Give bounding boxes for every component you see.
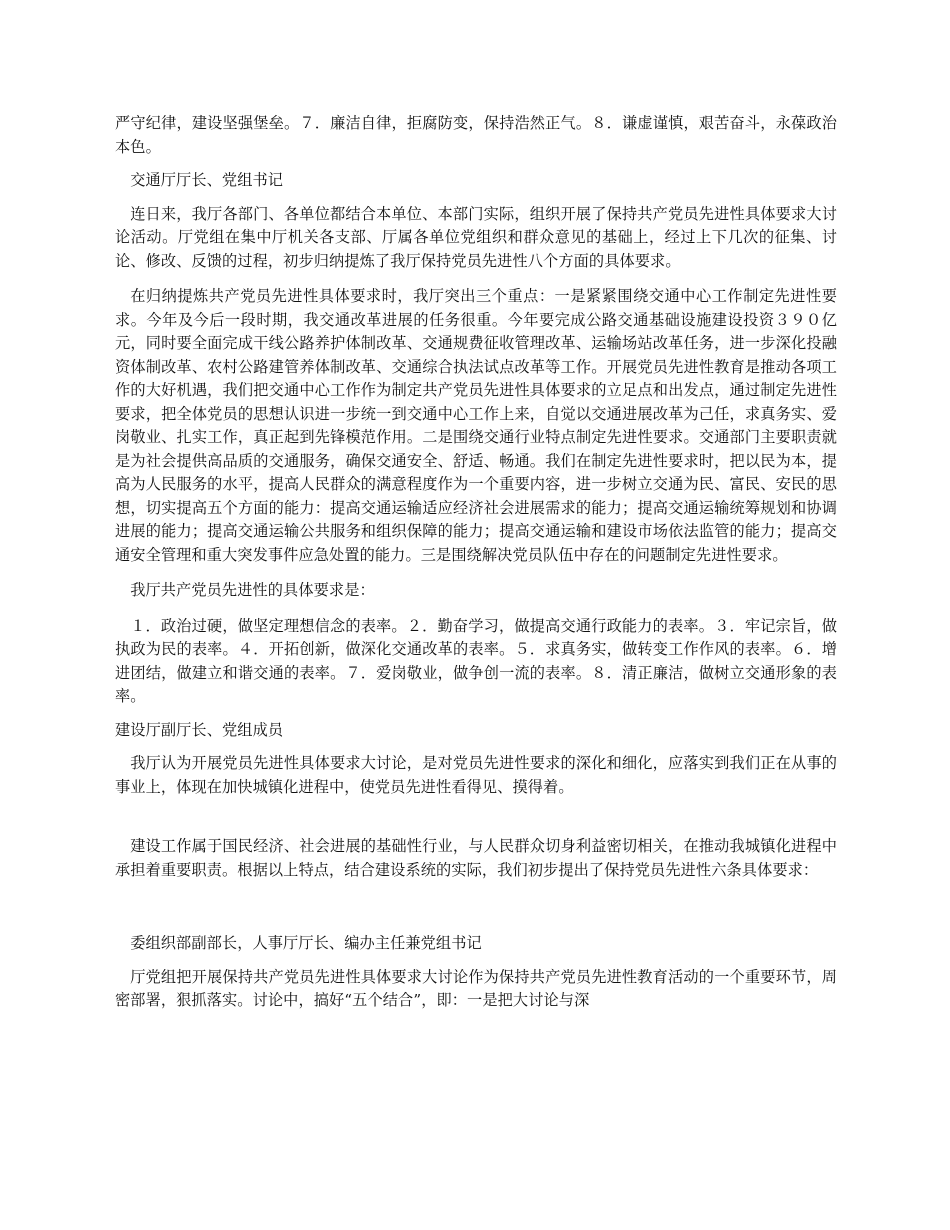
section-heading-transport: 交通厅厅长、党组书记	[130, 171, 284, 189]
paragraph-transport-requirements-lead: 我厅共产党员先进性的具体要求是：	[130, 581, 375, 599]
paragraph-organization-intro: 厅党组把开展保持共产党员先进性具体要求大讨论作为保持共产党员先进性教育活动的一个重要环节，周密部署，狠抓落实。讨论中，搞好“五个结合”，即：一是把大讨论与深	[115, 967, 837, 1009]
paragraph-construction-intro: 我厅认为开展党员先进性具体要求大讨论，是对党员先进性要求的深化和细化，应落实到我们正在从事的事业上，体现在加快城镇化进程中，使党员先进性看得见、摸得着。	[115, 754, 837, 796]
document-body	[115, 112, 837, 1013]
section-heading-organization: 委组织部副部长，人事厅厅长、编办主任兼党组书记	[130, 934, 482, 952]
section-heading-construction: 建设厅副厅长、党组成员	[115, 720, 284, 739]
paragraph-construction-detail: 建设工作属于国民经济、社会进展的基础性行业，与人民群众切身利益密切相关，在推动我城镇化进程中承担着重要职责。根据以上特点，结合建设系统的实际，我们初步提出了保持党员先进性六条具体要求：	[115, 837, 837, 879]
paragraph-discipline-continuation: 严守纪律，建设坚强堡垒。７．廉洁自律，拒腐防变，保持浩然正气。８．谦虚谨慎，艰苦奋斗，永葆政治本色。	[115, 114, 837, 156]
paragraph-transport-focus: 在归纳提炼共产党员先进性具体要求时，我厅突出三个重点：一是紧紧围绕交通中心工作制定先进性要求。今年及今后一段时期，我交通改革进展的任务很重。今年要完成公路交通基础设施建设投资３９０亿元，同时要全面完成干线公路养护体制改革、交通规费征收管理改革、运输场站改革任务，进一步深化投融资体制改革、农村公路建管养体制改革、交通综合执法试点改革等工作。开展党员先进性教育是推动各项工作的大好机遇，我们把交通中心工作作为制定共产党员先进性具体要求的立足点和出发点，通过制定先进性要求，把全体党员的思想认识进一步统一到交通中心工作上来，自觉以交通进展改革为己任，求真务实、爱岗敬业、扎实工作，真正起到先锋模范作用。二是围绕交通行业特点制定先进性要求。交通部门主要职责就是为社会提供高品质的交通服务，确保交通安全、舒适、畅通。我们在制定先进性要求时，把以民为本，提高为人民服务的水平，提高人民群众的满意程度作为一个重要内容，进一步树立交通为民、富民、安民的思想，切实提高五个方面的能力：提高交通运输适应经济社会进展需求的能力；提高交通运输统筹规划和协调进展的能力；提高交通运输公共服务和组织保障的能力；提高交通运输和建设市场依法监管的能力；提高交通安全管理和重大突发事件应急处置的能力。三是围绕解决党员队伍中存在的问题制定先进性要求。	[115, 287, 837, 564]
paragraph-transport-intro: 连日来，我厅各部门、各单位都结合本单位、本部门实际，组织开展了保持共产党员先进性具体要求大讨论活动。厅党组在集中厅机关各支部、厅属各单位党组织和群众意见的基础上，经过上下几次的征集、讨论、修改、反馈的过程，初步归纳提炼了我厅保持党员先进性八个方面的具体要求。	[115, 204, 837, 270]
paragraph-transport-requirements-list: １．政治过硬，做坚定理想信念的表率。２．勤奋学习，做提高交通行政能力的表率。３．牢记宗旨，做执政为民的表率。４．开拓创新，做深化交通改革的表率。５．求真务实，做转变工作作风的表率。６．增进团结，做建立和谐交通的表率。７．爱岗敬业，做争创一流的表率。８．清正廉洁，做树立交通形象的表率。	[115, 616, 837, 705]
